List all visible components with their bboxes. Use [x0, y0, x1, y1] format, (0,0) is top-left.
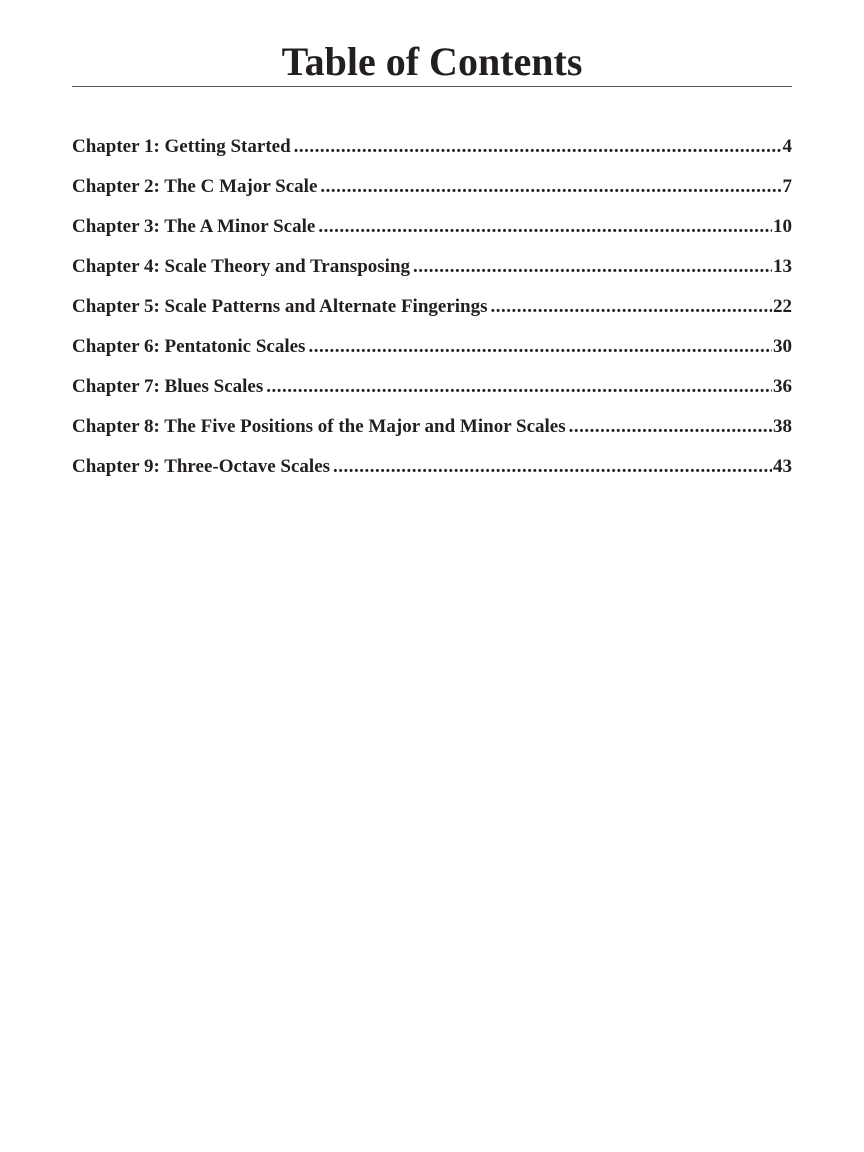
dot-leader	[569, 414, 772, 440]
dot-leader	[266, 374, 772, 400]
dot-leader	[318, 214, 772, 240]
toc-entry-page-number: 13	[773, 256, 792, 277]
toc-entry-page-number: 4	[782, 136, 792, 157]
toc-entry-chapter-6[interactable]	[72, 334, 792, 374]
toc-entry-title: Chapter 6: Pentatonic Scales	[72, 336, 306, 357]
toc-entry-title: Chapter 1: Getting Started	[72, 136, 291, 157]
dot-leader	[320, 174, 781, 200]
toc-entry-page-number: 10	[773, 216, 792, 237]
dot-leader	[294, 134, 782, 160]
toc-entry-chapter-5[interactable]	[72, 294, 792, 334]
toc-entry-title: Chapter 3: The A Minor Scale	[72, 216, 316, 237]
toc-entry-page-number: 36	[773, 376, 792, 397]
toc-list	[72, 134, 792, 494]
toc-entry-page-number: 7	[782, 176, 792, 197]
toc-entry-title: Chapter 8: The Five Positions of the Major and Minor Scales	[72, 416, 566, 437]
toc-entry-page-number: 22	[773, 296, 792, 317]
toc-entry-page-number: 30	[773, 336, 792, 357]
title-divider	[72, 86, 792, 87]
dot-leader	[333, 454, 772, 480]
toc-entry-chapter-1[interactable]	[72, 134, 792, 174]
toc-entry-page-number: 43	[773, 456, 792, 477]
dot-leader	[308, 334, 772, 360]
toc-entry-title: Chapter 7: Blues Scales	[72, 376, 264, 397]
toc-entry-chapter-4[interactable]	[72, 254, 792, 294]
dot-leader	[413, 254, 772, 280]
toc-entry-chapter-9[interactable]	[72, 454, 792, 494]
toc-entry-title: Chapter 2: The C Major Scale	[72, 176, 318, 197]
toc-entry-page-number: 38	[773, 416, 792, 437]
toc-entry-chapter-7[interactable]	[72, 374, 792, 414]
toc-entry-title: Chapter 9: Three-Octave Scales	[72, 456, 331, 477]
toc-entry-chapter-3[interactable]	[72, 214, 792, 254]
toc-entry-chapter-8[interactable]	[72, 414, 792, 454]
dot-leader	[491, 294, 773, 320]
toc-entry-title: Chapter 5: Scale Patterns and Alternate Fingerings	[72, 296, 488, 317]
toc-entry-chapter-2[interactable]	[72, 174, 792, 214]
toc-entry-title: Chapter 4: Scale Theory and Transposing	[72, 256, 411, 277]
page-title: Table of Contents	[281, 39, 583, 84]
